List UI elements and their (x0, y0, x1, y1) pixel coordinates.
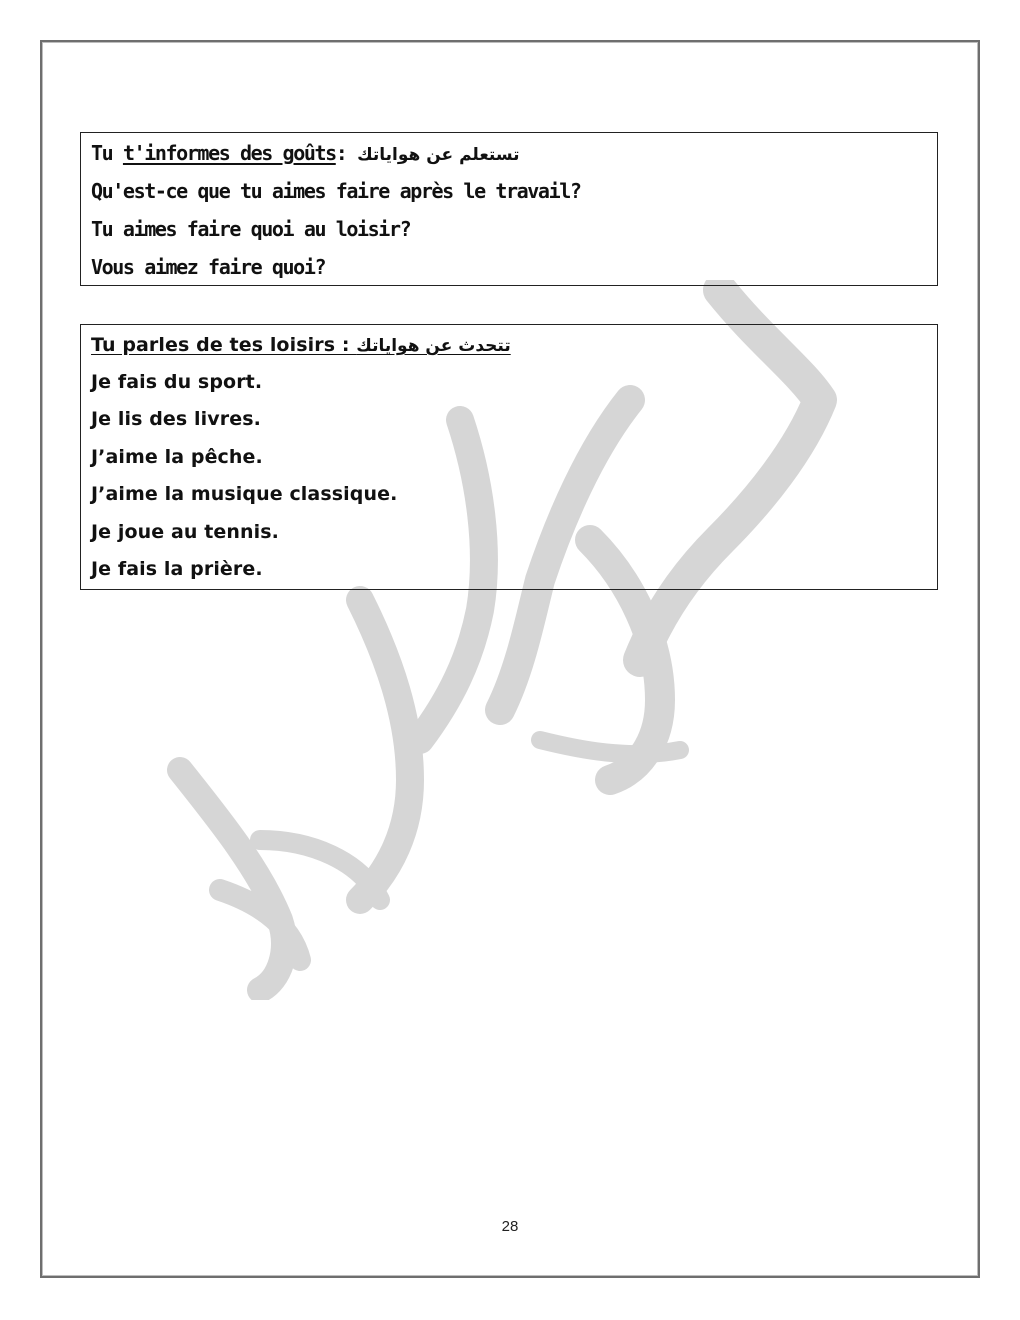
box2-line-1: Je fais du sport. (91, 371, 263, 393)
box1-heading (91, 141, 520, 167)
box1-line-1: Qu'est-ce que tu aimes faire après le travail? (91, 179, 581, 203)
box2-line-2: Je lis des livres. (91, 408, 261, 430)
box1-heading-colon: : (335, 141, 358, 165)
box2-line-6: Je fais la prière. (91, 558, 263, 580)
box2-heading-french: Tu parles de tes loisirs : (91, 334, 357, 356)
box2-heading-arabic: تتحدث عن هواياتك (356, 336, 511, 356)
box1-heading-arabic: تستعلم عن هواياتك (357, 145, 520, 165)
box2-line-4: J’aime la musique classique. (91, 483, 398, 505)
box1-line-3: Vous aimez faire quoi? (91, 255, 326, 279)
hobbies-box-statements (80, 324, 938, 590)
box1-line-2: Tu aimes faire quoi au loisir? (91, 217, 411, 241)
box2-line-3: J’aime la pêche. (91, 446, 263, 468)
box1-heading-prefix: Tu (91, 141, 123, 165)
box2-line-5: Je joue au tennis. (91, 521, 279, 543)
goals-box-inquiry (80, 132, 938, 286)
box2-heading (91, 333, 511, 358)
page-number: 28 (501, 1218, 519, 1235)
box1-heading-underlined: t'informes des goûts (122, 141, 336, 165)
